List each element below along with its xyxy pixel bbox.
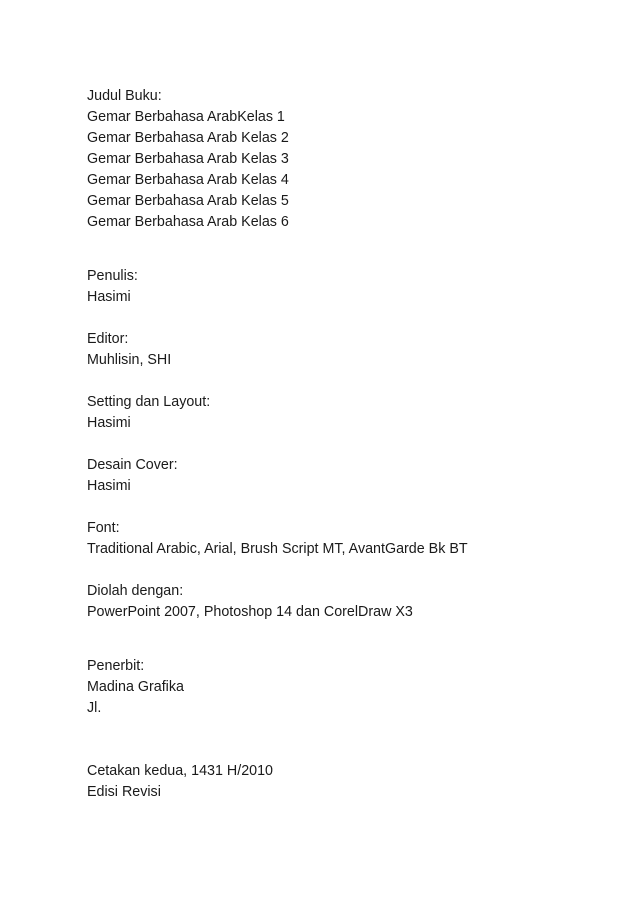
penulis-value: Hasimi [87,289,131,305]
diolah-value: PowerPoint 2007, Photoshop 14 dan CorelDraw X3 [87,604,413,620]
editor-heading: Editor: [87,331,129,347]
editor-value: Muhlisin, SHI [87,352,172,368]
penerbit-address: Jl. [87,700,102,716]
book-title-1: Gemar Berbahasa ArabKelas 1 [87,109,285,125]
setting-layout-value: Hasimi [87,415,131,431]
book-title-5: Gemar Berbahasa Arab Kelas 5 [87,193,289,209]
font-heading: Font: [87,520,120,536]
penerbit-heading: Penerbit: [87,658,145,674]
edisi-revisi: Edisi Revisi [87,784,161,800]
desain-cover-heading: Desain Cover: [87,457,178,473]
desain-cover-value: Hasimi [87,478,131,494]
cetakan-edition: Cetakan kedua, 1431 H/2010 [87,763,273,779]
setting-layout-heading: Setting dan Layout: [87,394,211,410]
book-title-6: Gemar Berbahasa Arab Kelas 6 [87,214,289,230]
book-title-2: Gemar Berbahasa Arab Kelas 2 [87,130,289,146]
judul-buku-heading: Judul Buku: [87,88,162,104]
font-value: Traditional Arabic, Arial, Brush Script MT, AvantGarde Bk BT [87,541,468,557]
diolah-heading: Diolah dengan: [87,583,184,599]
penerbit-name: Madina Grafika [87,679,184,695]
book-title-3: Gemar Berbahasa Arab Kelas 3 [87,151,289,167]
book-title-4: Gemar Berbahasa Arab Kelas 4 [87,172,289,188]
penulis-heading: Penulis: [87,268,138,284]
